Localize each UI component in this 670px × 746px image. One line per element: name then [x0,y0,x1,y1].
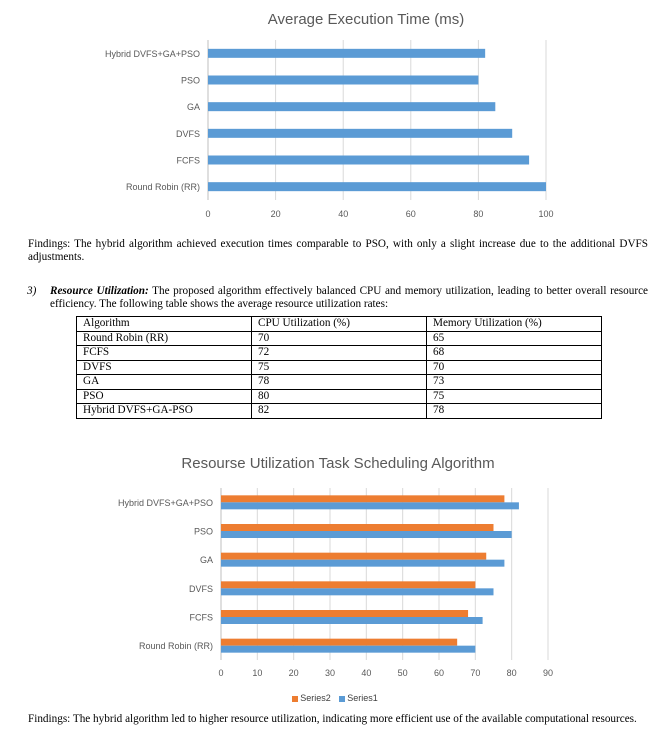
section-heading: Resource Utilization: [50,285,149,297]
bar-series2-4 [221,524,494,531]
bar-series1-2 [221,588,494,595]
x-tick-label: 40 [361,668,372,678]
bar-series2-0 [221,639,457,646]
x-tick-label: 60 [405,209,416,219]
table-cell: 80 [252,389,427,404]
table-cell: 75 [427,389,602,404]
x-tick-label: 20 [270,209,281,219]
y-category-label: GA [199,555,213,566]
section-text: The proposed algorithm effectively balanced CPU and memory utilization, leading to better overall resource efficiency. The following table shows the average resource utilization rates: [50,285,648,310]
table-cell: 70 [252,331,427,346]
x-tick-label: 0 [218,668,224,678]
table-row [77,331,602,346]
bar-series1-3 [221,560,504,567]
section-resource-utilization [27,285,648,311]
legend-item-series1 [339,693,378,703]
legend-label: Series1 [347,693,378,703]
x-tick-label: 60 [433,668,445,678]
table-cell: Hybrid DVFS+GA-PSO [77,404,252,419]
x-tick-label: 30 [324,668,336,678]
table-cell: 78 [427,404,602,419]
table-cell: DVFS [77,360,252,375]
x-tick-label: 50 [397,668,408,678]
legend-label: Series2 [300,693,331,703]
bar-series2-5 [221,495,504,502]
bar-series2-2 [221,581,475,588]
x-tick-label: 80 [473,209,484,219]
chart2-legend [0,693,670,703]
y-category-label: Round Robin (RR) [125,182,200,193]
table-header-row [77,317,602,332]
bar-series-1 [208,156,529,165]
table-row [77,360,602,375]
section-number: 3) [27,285,37,297]
y-category-label: Hybrid DVFS+GA+PSO [117,497,213,508]
table-header-cell: Memory Utilization (%) [427,317,602,332]
bar-series-3 [208,102,495,111]
x-tick-label: 90 [542,668,554,678]
x-tick-label: 20 [288,668,299,678]
table-cell: 72 [252,346,427,361]
bar-series-5 [208,49,485,58]
x-tick-label: 40 [338,209,349,219]
table-header-cell: CPU Utilization (%) [252,317,427,332]
x-tick-label: 100 [538,209,554,219]
table-cell: 65 [427,331,602,346]
table-cell: 82 [252,404,427,419]
y-category-label: GA [186,102,200,113]
y-category-label: PSO [180,75,200,86]
bar-series1-0 [221,646,475,653]
y-category-label: DVFS [175,128,200,139]
resource-utilization-table [76,316,602,419]
chart1-title: Average Execution Time (ms) [267,11,465,28]
table-cell: 68 [427,346,602,361]
x-tick-label: 10 [252,668,263,678]
chart2-title: Resourse Utilization Task Scheduling Algorithm [181,455,495,472]
table-cell: FCFS [77,346,252,361]
bar-series2-1 [221,610,468,617]
findings-resource-utilization: Findings: The hybrid algorithm led to higher resource utilization, indicating more efficient use of the available computational resources. [28,713,637,725]
bar-series-2 [208,129,512,138]
legend-swatch [339,696,345,702]
table-cell: 75 [252,360,427,375]
table-cell: Round Robin (RR) [77,331,252,346]
table-row [77,375,602,390]
bar-series1-1 [221,617,483,624]
x-tick-label: 80 [506,668,517,678]
table-cell: PSO [77,389,252,404]
x-tick-label: 0 [205,209,211,219]
bar-series-0 [208,182,546,191]
y-category-label: FCFS [189,612,213,623]
table-row [77,389,602,404]
table-cell: 73 [427,375,602,390]
x-tick-label: 70 [470,668,481,678]
table-cell: GA [77,375,252,390]
y-category-label: FCFS [176,155,200,166]
y-category-label: Hybrid DVFS+GA+PSO [104,48,200,59]
table-row [77,404,602,419]
y-category-label: DVFS [188,583,213,594]
table-header-cell: Algorithm [77,317,252,332]
findings-execution-time: Findings: The hybrid algorithm achieved execution times comparable to PSO, with only a slight increase due to the additional DVFS adjustments. [28,238,648,263]
table-cell: 70 [427,360,602,375]
bar-series1-5 [221,502,519,509]
y-category-label: Round Robin (RR) [138,641,213,652]
bar-series-4 [208,76,478,85]
y-category-label: PSO [193,526,213,537]
table-row [77,346,602,361]
execution-time-chart [0,0,670,232]
legend-item-series2 [292,693,331,703]
legend-swatch [292,696,298,702]
resource-utilization-chart [0,440,670,690]
bar-series2-3 [221,553,486,560]
table-cell: 78 [252,375,427,390]
bar-series1-4 [221,531,512,538]
